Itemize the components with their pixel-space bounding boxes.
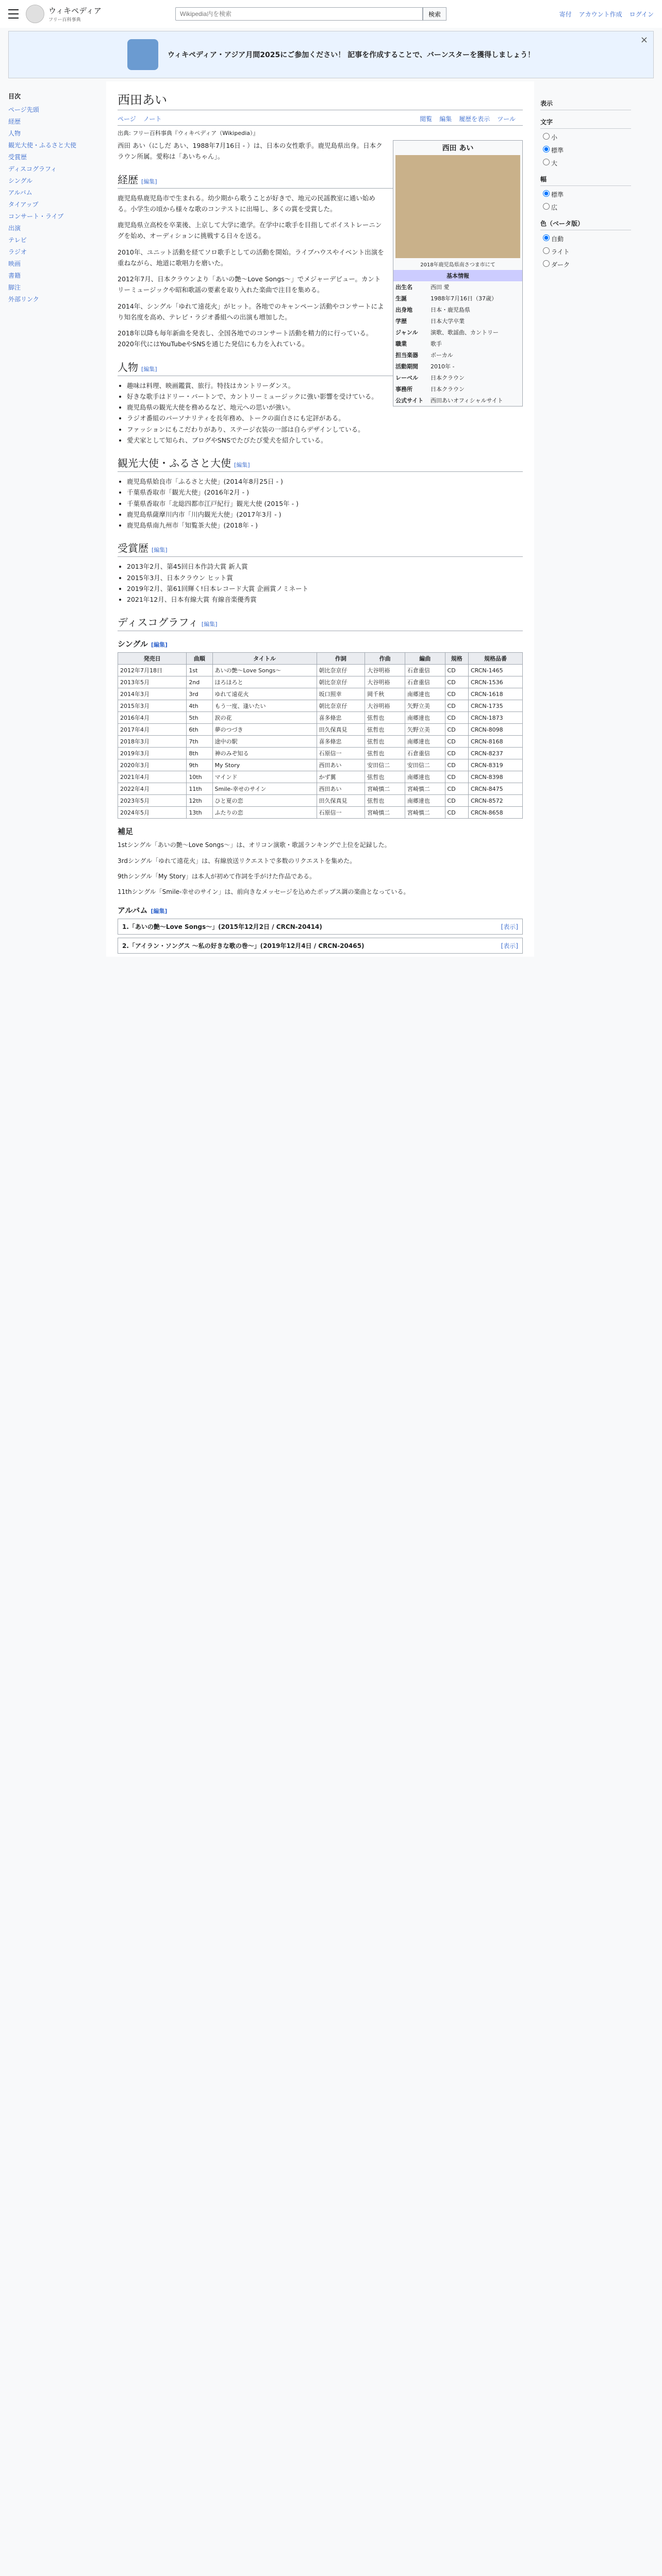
table-cell: 2016年4月: [118, 712, 187, 724]
table-cell: 宮崎慎二: [365, 807, 405, 819]
table-cell: CD: [445, 712, 468, 724]
table-cell: 朝比奈京仔: [317, 665, 365, 676]
toc-item[interactable]: 脚注: [8, 284, 21, 291]
table-cell[interactable]: My Story: [212, 759, 317, 771]
list-item: • 千葉県香取市「観光大使」(2016年2月 - ): [127, 487, 523, 498]
toc-item[interactable]: 観光大使・ふるさと大使: [8, 142, 77, 149]
table-cell: 宮崎慎二: [405, 807, 445, 819]
edit-link[interactable]: [編集]: [152, 547, 168, 554]
table-cell: CRCN-1873: [468, 712, 522, 724]
infobox-value: 日本・鹿児島県: [431, 307, 470, 313]
infobox: [393, 140, 523, 406]
width-heading: 幅: [540, 175, 631, 186]
table-cell: 宮崎慎二: [365, 783, 405, 795]
infobox-row: [393, 293, 522, 304]
edit-link[interactable]: [編集]: [201, 621, 218, 628]
table-of-contents: [8, 81, 106, 957]
artist-photo[interactable]: [395, 155, 520, 258]
table-cell: 2024年5月: [118, 807, 187, 819]
infobox-value: ボーカル: [431, 352, 453, 359]
table-cell: 石倉重信: [405, 665, 445, 676]
table-cell: 田久保真見: [317, 724, 365, 736]
toc-item[interactable]: コンサート・ライブ: [8, 213, 64, 220]
album-title: 1.「あいの艶〜Love Songs〜」(2015年12月2日 / CRCN-20414): [122, 923, 322, 930]
infobox-row: [393, 304, 522, 315]
note-paragraph: 3rdシングル「ゆれて遠花火」は、有線放送リクエストで多数のリクエストを集めた。: [118, 857, 356, 865]
list-item: • 千葉県香取市「北総四都市江戸紀行」観光大使 (2015年 - ): [127, 498, 523, 509]
table-cell: CRCN-8572: [468, 795, 522, 807]
page-title: 西田あい: [118, 90, 523, 110]
table-cell: CD: [445, 759, 468, 771]
table-cell: 3rd: [187, 688, 212, 700]
table-cell: CRCN-8319: [468, 759, 522, 771]
infobox-row: [393, 315, 522, 327]
toc-item[interactable]: 出演: [8, 225, 21, 232]
table-cell: CRCN-1465: [468, 665, 522, 676]
column-header: 発売日: [118, 653, 187, 665]
table-cell[interactable]: Smile-幸せのサイン: [212, 783, 317, 795]
infobox-title: 西田 あい: [442, 144, 474, 152]
table-cell: 大谷明裕: [365, 665, 405, 676]
table-cell[interactable]: 神のみぞ知る: [212, 748, 317, 759]
wikipedia-globe-icon: [26, 5, 44, 23]
article: [106, 81, 534, 957]
table-cell: 大谷明裕: [365, 676, 405, 688]
search-bar: [175, 7, 446, 21]
table-row: [118, 748, 523, 759]
infobox-value: 歌手: [431, 341, 442, 347]
section-notes: 補足: [118, 827, 134, 837]
table-cell: 2023年5月: [118, 795, 187, 807]
infobox-row: [393, 349, 522, 361]
infobox-value: 日本大学卒業: [431, 318, 465, 325]
table-row: [118, 724, 523, 736]
radio-button[interactable]: [543, 190, 550, 197]
list-item: • 鹿児島県の観光大使を務めるなど、地元への思いが強い。: [127, 402, 523, 413]
album-title: 2.「アイラン・ソングス 〜私の好きな歌の巻〜」(2019年12月4日 / CRCN-20465): [122, 942, 365, 950]
site-logo[interactable]: [26, 5, 160, 23]
table-cell: 弦哲也: [365, 724, 405, 736]
infobox-row: [393, 281, 522, 293]
table-cell: 喜多條忠: [317, 736, 365, 748]
infobox-value: 西田あいオフィシャルサイト: [431, 397, 503, 404]
radio-button[interactable]: [543, 133, 550, 140]
header: [0, 0, 662, 28]
toc-item[interactable]: 受賞歴: [8, 154, 27, 161]
table-cell[interactable]: マインド: [212, 771, 317, 783]
infobox-label: 職業: [395, 341, 407, 347]
table-cell: 4th: [187, 700, 212, 712]
list-item: • 2021年12月、日本有線大賞 有線音楽優秀賞: [127, 594, 523, 605]
option-label: 広: [551, 204, 558, 211]
edit-link[interactable]: [編集]: [151, 907, 168, 914]
infobox-label: 学歴: [395, 318, 407, 325]
list-item: • ラジオ番組のパーソナリティを長年務め、トークの面白さにも定評がある。: [127, 413, 523, 423]
notice-banner: [8, 31, 654, 78]
site-subtitle: フリー百科事典: [48, 18, 81, 23]
table-row: [118, 700, 523, 712]
edit-link[interactable]: [編集]: [141, 365, 157, 372]
tab-read[interactable]: 閲覧: [420, 115, 433, 123]
banner-text: ウィキペディア・アジア月間2025にご参加ください！ 記事を作成することで、バーンスターを獲得しましょう！: [167, 51, 535, 59]
table-cell: CRCN-8475: [468, 783, 522, 795]
infobox-row: [393, 338, 522, 349]
table-cell: CD: [445, 771, 468, 783]
tab-edit[interactable]: 編集: [439, 115, 452, 123]
table-cell: 弦哲也: [365, 771, 405, 783]
list-item: • 鹿児島県姶良市「ふるさと大使」(2014年8月25日 - ): [127, 476, 523, 487]
list-item: • 趣味は料理、映画鑑賞、旅行。特技はカントリーダンス。: [127, 380, 523, 391]
table-cell[interactable]: あいの艶〜Love Songs〜: [212, 665, 317, 676]
list-item: • 2019年2月、第61回輝く!日本レコード大賞 企画賞ノミネート: [127, 583, 523, 594]
table-cell: CRCN-1536: [468, 676, 522, 688]
table-cell: 安田信二: [405, 759, 445, 771]
table-cell: CRCN-1618: [468, 688, 522, 700]
infobox-section: 基本情報: [393, 270, 522, 281]
banner-image: [127, 39, 158, 70]
table-cell: 6th: [187, 724, 212, 736]
width-option[interactable]: [540, 189, 631, 199]
table-cell: 13th: [187, 807, 212, 819]
search-input[interactable]: [175, 7, 423, 21]
table-cell: CD: [445, 736, 468, 748]
singles-table: [118, 652, 523, 819]
table-cell: 2nd: [187, 676, 212, 688]
table-cell: 5th: [187, 712, 212, 724]
section-awards: 受賞歴 [編集]: [118, 540, 523, 557]
career-paragraph: 2014年、シングル「ゆれて遠花火」がヒット。各地でのキャンペーン活動やコンサートにより知名度を高め、テレビ・ラジオ番組への出演も増加した。: [118, 302, 384, 321]
radio-button[interactable]: [543, 203, 550, 210]
expand-link[interactable]: [表示]: [501, 942, 518, 950]
column-header: 規格品番: [468, 653, 522, 665]
site-name: ウィキペディア: [48, 6, 102, 15]
list-item: • ファッションにもこだわりがあり、ステージ衣装の一部は自らデザインしている。: [127, 424, 523, 435]
tab-tools[interactable]: ツール: [497, 115, 516, 123]
table-cell: 2022年4月: [118, 783, 187, 795]
width-option[interactable]: [540, 201, 631, 212]
infobox-label: レーベル: [395, 375, 418, 381]
infobox-row: [393, 383, 522, 395]
infobox-label: 活動期間: [395, 363, 418, 370]
photo-caption: 2018年鹿児島県南さつま市にて: [420, 262, 495, 268]
tab-page[interactable]: ページ: [118, 115, 136, 123]
table-cell[interactable]: 夢のつづき: [212, 724, 317, 736]
table-row: [118, 771, 523, 783]
album-item[interactable]: [118, 938, 523, 954]
table-cell: CD: [445, 724, 468, 736]
toc-item[interactable]: テレビ: [8, 236, 27, 244]
section-career: 経歴 [編集]: [118, 172, 523, 189]
table-cell[interactable]: ふたりの恋: [212, 807, 317, 819]
edit-link[interactable]: [編集]: [151, 641, 168, 649]
table-cell: 弦哲也: [365, 712, 405, 724]
option-label: 自動: [551, 235, 564, 243]
table-cell: CRCN-1735: [468, 700, 522, 712]
edit-link[interactable]: [編集]: [141, 178, 157, 185]
table-row: [118, 783, 523, 795]
table-cell: 弦哲也: [365, 736, 405, 748]
table-row: [118, 795, 523, 807]
table-cell: 9th: [187, 759, 212, 771]
infobox-row: [393, 361, 522, 372]
infobox-row: [393, 327, 522, 338]
table-cell[interactable]: ひと夏の恋: [212, 795, 317, 807]
infobox-label: 事務所: [395, 386, 412, 393]
text-size-option[interactable]: [540, 144, 631, 155]
section-albums: アルバム [編集]: [118, 905, 168, 915]
table-cell: 矢野立美: [405, 724, 445, 736]
table-cell: 2020年3月: [118, 759, 187, 771]
table-cell: CRCN-8398: [468, 771, 522, 783]
option-label: ライト: [551, 248, 570, 256]
table-cell: 弦哲也: [365, 748, 405, 759]
text-size-option[interactable]: [540, 157, 631, 167]
list-item: • 鹿児島県南九州市「知覧茶大使」(2018年 - ): [127, 520, 523, 531]
toc-item[interactable]: ページ先頭: [8, 106, 39, 113]
tab-history[interactable]: 履歴を表示: [459, 115, 490, 123]
option-label: ダーク: [551, 261, 570, 268]
source-note: 出典: フリー百科事典『ウィキペディア（Wikipedia）』: [118, 130, 259, 137]
column-header: 編曲: [405, 653, 445, 665]
radio-button[interactable]: [543, 146, 550, 152]
table-cell: 石倉重信: [405, 748, 445, 759]
table-cell: CD: [445, 748, 468, 759]
toc-item[interactable]: 経歴: [8, 118, 21, 125]
color-option[interactable]: [540, 246, 631, 256]
note-paragraph: 1stシングル「あいの艶〜Love Songs〜」は、オリコン演歌・歌謡ランキングで上位を記録した。: [118, 841, 391, 849]
infobox-value: 1988年7月16日（37歳）: [431, 295, 497, 302]
table-cell: 2021年4月: [118, 771, 187, 783]
table-cell: かず翼: [317, 771, 365, 783]
radio-button[interactable]: [543, 234, 550, 241]
create-account-link[interactable]: アカウント作成: [578, 10, 622, 18]
table-cell: 南郷達也: [405, 795, 445, 807]
radio-button[interactable]: [543, 159, 550, 165]
toc-item[interactable]: 外部リンク: [8, 296, 39, 303]
table-cell: 宮崎慎二: [405, 783, 445, 795]
infobox-label: 生誕: [395, 295, 407, 302]
appearance-panel: [534, 81, 637, 957]
table-cell: 南郷達也: [405, 736, 445, 748]
infobox-label: 出生名: [395, 284, 412, 291]
infobox-label: 担当楽器: [395, 352, 418, 359]
color-heading: 色（ベータ版）: [540, 219, 631, 230]
table-cell: 12th: [187, 795, 212, 807]
note-paragraph: 9thシングル「My Story」は本人が初めて作詞を手がけた作品である。: [118, 873, 316, 880]
table-cell: CD: [445, 807, 468, 819]
section-person: 人物 [編集]: [118, 359, 523, 376]
table-cell: 矢野立美: [405, 700, 445, 712]
column-header: 作詞: [317, 653, 365, 665]
list-item: • 鹿児島県薩摩川内市「川内観光大使」(2017年3月 - ): [127, 509, 523, 520]
table-cell[interactable]: 涙の花: [212, 712, 317, 724]
table-cell: CD: [445, 700, 468, 712]
table-cell: 南郷達也: [405, 688, 445, 700]
intro-paragraph: 西田 あい（にしだ あい、1988年7月16日 - ）は、日本の女性歌手。鹿児島県出身。日本クラウン所属。愛称は「あいちゃん」。: [118, 142, 383, 161]
appearance-heading: 表示: [540, 99, 631, 110]
list-item: • 2015年3月、日本クラウン ヒット賞: [127, 572, 523, 583]
radio-button[interactable]: [543, 247, 550, 254]
infobox-row: [393, 372, 522, 383]
table-cell: 南郷達也: [405, 771, 445, 783]
table-cell: CD: [445, 676, 468, 688]
table-cell: 朝比奈京仔: [317, 676, 365, 688]
infobox-label: 公式サイト: [395, 397, 424, 404]
infobox-label: ジャンル: [395, 329, 418, 336]
list-item: • 愛犬家として知られ、ブログやSNSでたびたび愛犬を紹介している。: [127, 435, 523, 446]
table-cell[interactable]: ゆれて遠花火: [212, 688, 317, 700]
table-cell: 安田信二: [365, 759, 405, 771]
expand-link[interactable]: [表示]: [501, 923, 518, 930]
toc-item[interactable]: アルバム: [8, 189, 32, 196]
table-cell: 10th: [187, 771, 212, 783]
table-cell: 大谷明裕: [365, 700, 405, 712]
table-row: [118, 688, 523, 700]
option-label: 標準: [551, 147, 564, 154]
infobox-row: [393, 395, 522, 406]
option-label: 標準: [551, 191, 564, 198]
table-cell: 石原信一: [317, 748, 365, 759]
table-cell: 2012年7月18日: [118, 665, 187, 676]
login-link[interactable]: ログイン: [629, 10, 654, 18]
infobox-value: 日本クラウン: [431, 375, 465, 381]
section-discography: ディスコグラフィ [編集]: [118, 614, 523, 631]
section-ambassador: 観光大使・ふるさと大使 [編集]: [118, 455, 523, 472]
table-cell: 2018年3月: [118, 736, 187, 748]
table-cell[interactable]: ほろほろと: [212, 676, 317, 688]
toc-item[interactable]: 人物: [8, 130, 21, 137]
table-cell: CD: [445, 688, 468, 700]
infobox-value: 西田 愛: [431, 284, 450, 291]
table-cell: CRCN-8098: [468, 724, 522, 736]
career-paragraph: 鹿児島県立高校を卒業後、上京して大学に進学。在学中に歌手を目指してボイストレーニングを始め、オーディションに挑戦する日々を送る。: [118, 221, 382, 240]
table-cell: 11th: [187, 783, 212, 795]
toc-item[interactable]: 映画: [8, 260, 21, 267]
table-cell: 2015年3月: [118, 700, 187, 712]
text-size-option[interactable]: [540, 131, 631, 142]
toc-heading: 目次: [8, 93, 21, 100]
note-paragraph: 11thシングル「Smile-幸せのサイン」は、前向きなメッセージを込めたポップス調の楽曲となっている。: [118, 888, 410, 896]
column-header: 規格: [445, 653, 468, 665]
table-cell: CD: [445, 665, 468, 676]
table-cell: 田久保真見: [317, 795, 365, 807]
option-label: 小: [551, 134, 558, 141]
table-cell: 喜多條忠: [317, 712, 365, 724]
color-option[interactable]: [540, 259, 631, 269]
column-header: 曲順: [187, 653, 212, 665]
donate-link[interactable]: 寄付: [559, 10, 572, 18]
infobox-value: 演歌、歌謡曲、カントリー: [431, 329, 499, 336]
table-cell: 西田あい: [317, 783, 365, 795]
table-cell: 坂口照幸: [317, 688, 365, 700]
infobox-value: 2010年 -: [431, 363, 455, 370]
header-links: [559, 10, 654, 19]
career-paragraph: 2018年以降も毎年新曲を発表し、全国各地でのコンサート活動を精力的に行っている。2020年代にはYouTubeやSNSを通じた発信にも力を入れている。: [118, 329, 373, 348]
toc-item[interactable]: 書籍: [8, 272, 21, 279]
edit-link[interactable]: [編集]: [234, 462, 250, 468]
career-paragraph: 2012年7月、日本クラウンより「あいの艶〜Love Songs〜」でメジャーデビュー。カントリーミュージックや昭和歌謡の要素を取り入れた楽曲で注目を集める。: [118, 275, 381, 294]
radio-button[interactable]: [543, 260, 550, 267]
toc-item[interactable]: タイアップ: [8, 201, 39, 208]
list-item: • 好きな歌手はドリー・パートンで、カントリーミュージックに強い影響を受けている。: [127, 391, 523, 402]
table-row: [118, 665, 523, 676]
table-row: [118, 807, 523, 819]
table-cell: 岡千秋: [365, 688, 405, 700]
table-cell: 2017年4月: [118, 724, 187, 736]
toc-item[interactable]: シングル: [8, 177, 33, 184]
table-cell: 2019年3月: [118, 748, 187, 759]
table-cell: 西田あい: [317, 759, 365, 771]
table-cell[interactable]: もう一度、逢いたい: [212, 700, 317, 712]
section-singles: シングル [編集]: [118, 639, 168, 649]
table-row: [118, 759, 523, 771]
table-cell: 弦哲也: [365, 795, 405, 807]
table-cell: CD: [445, 783, 468, 795]
toc-item[interactable]: ラジオ: [8, 248, 27, 256]
option-label: 大: [551, 160, 558, 167]
infobox-label: 出身地: [395, 307, 412, 313]
table-cell: CD: [445, 795, 468, 807]
table-cell: 石原信一: [317, 807, 365, 819]
text-size-heading: 文字: [540, 117, 631, 129]
table-cell: 2014年3月: [118, 688, 187, 700]
close-icon[interactable]: ×: [640, 35, 648, 45]
table-cell: 1st: [187, 665, 212, 676]
list-item: • 2013年2月、第45回日本作詩大賞 新人賞: [127, 561, 523, 572]
table-cell: 石倉重信: [405, 676, 445, 688]
career-paragraph: 鹿児島県鹿児島市で生まれる。幼少期から歌うことが好きで、地元の民謡教室に通い始める。小学生の頃から様々な歌のコンテストに出場し、多くの賞を受賞した。: [118, 194, 375, 213]
table-cell: 南郷達也: [405, 712, 445, 724]
menu-icon[interactable]: [8, 9, 19, 19]
toc-item[interactable]: ディスコグラフィ: [8, 165, 57, 173]
table-row: [118, 676, 523, 688]
table-cell: CRCN-8658: [468, 807, 522, 819]
infobox-value: 日本クラウン: [431, 386, 465, 393]
table-cell[interactable]: 途中の駅: [212, 736, 317, 748]
table-cell: 朝比奈京仔: [317, 700, 365, 712]
column-header: 作曲: [365, 653, 405, 665]
table-row: [118, 736, 523, 748]
tab-talk[interactable]: ノート: [143, 115, 162, 123]
table-cell: 8th: [187, 748, 212, 759]
career-paragraph: 2010年、ユニット活動を経てソロ歌手としての活動を開始。ライブハウスやイベント出演を重ねながら、地道に歌唱力を磨いた。: [118, 248, 384, 267]
column-header: タイトル: [212, 653, 317, 665]
page-tabs: [118, 112, 523, 126]
color-option[interactable]: [540, 233, 631, 243]
table-cell: CRCN-8237: [468, 748, 522, 759]
album-item[interactable]: [118, 919, 523, 935]
table-cell: CRCN-8168: [468, 736, 522, 748]
table-cell: 7th: [187, 736, 212, 748]
table-cell: 2013年5月: [118, 676, 187, 688]
search-button[interactable]: 検索: [423, 7, 446, 21]
table-row: [118, 712, 523, 724]
